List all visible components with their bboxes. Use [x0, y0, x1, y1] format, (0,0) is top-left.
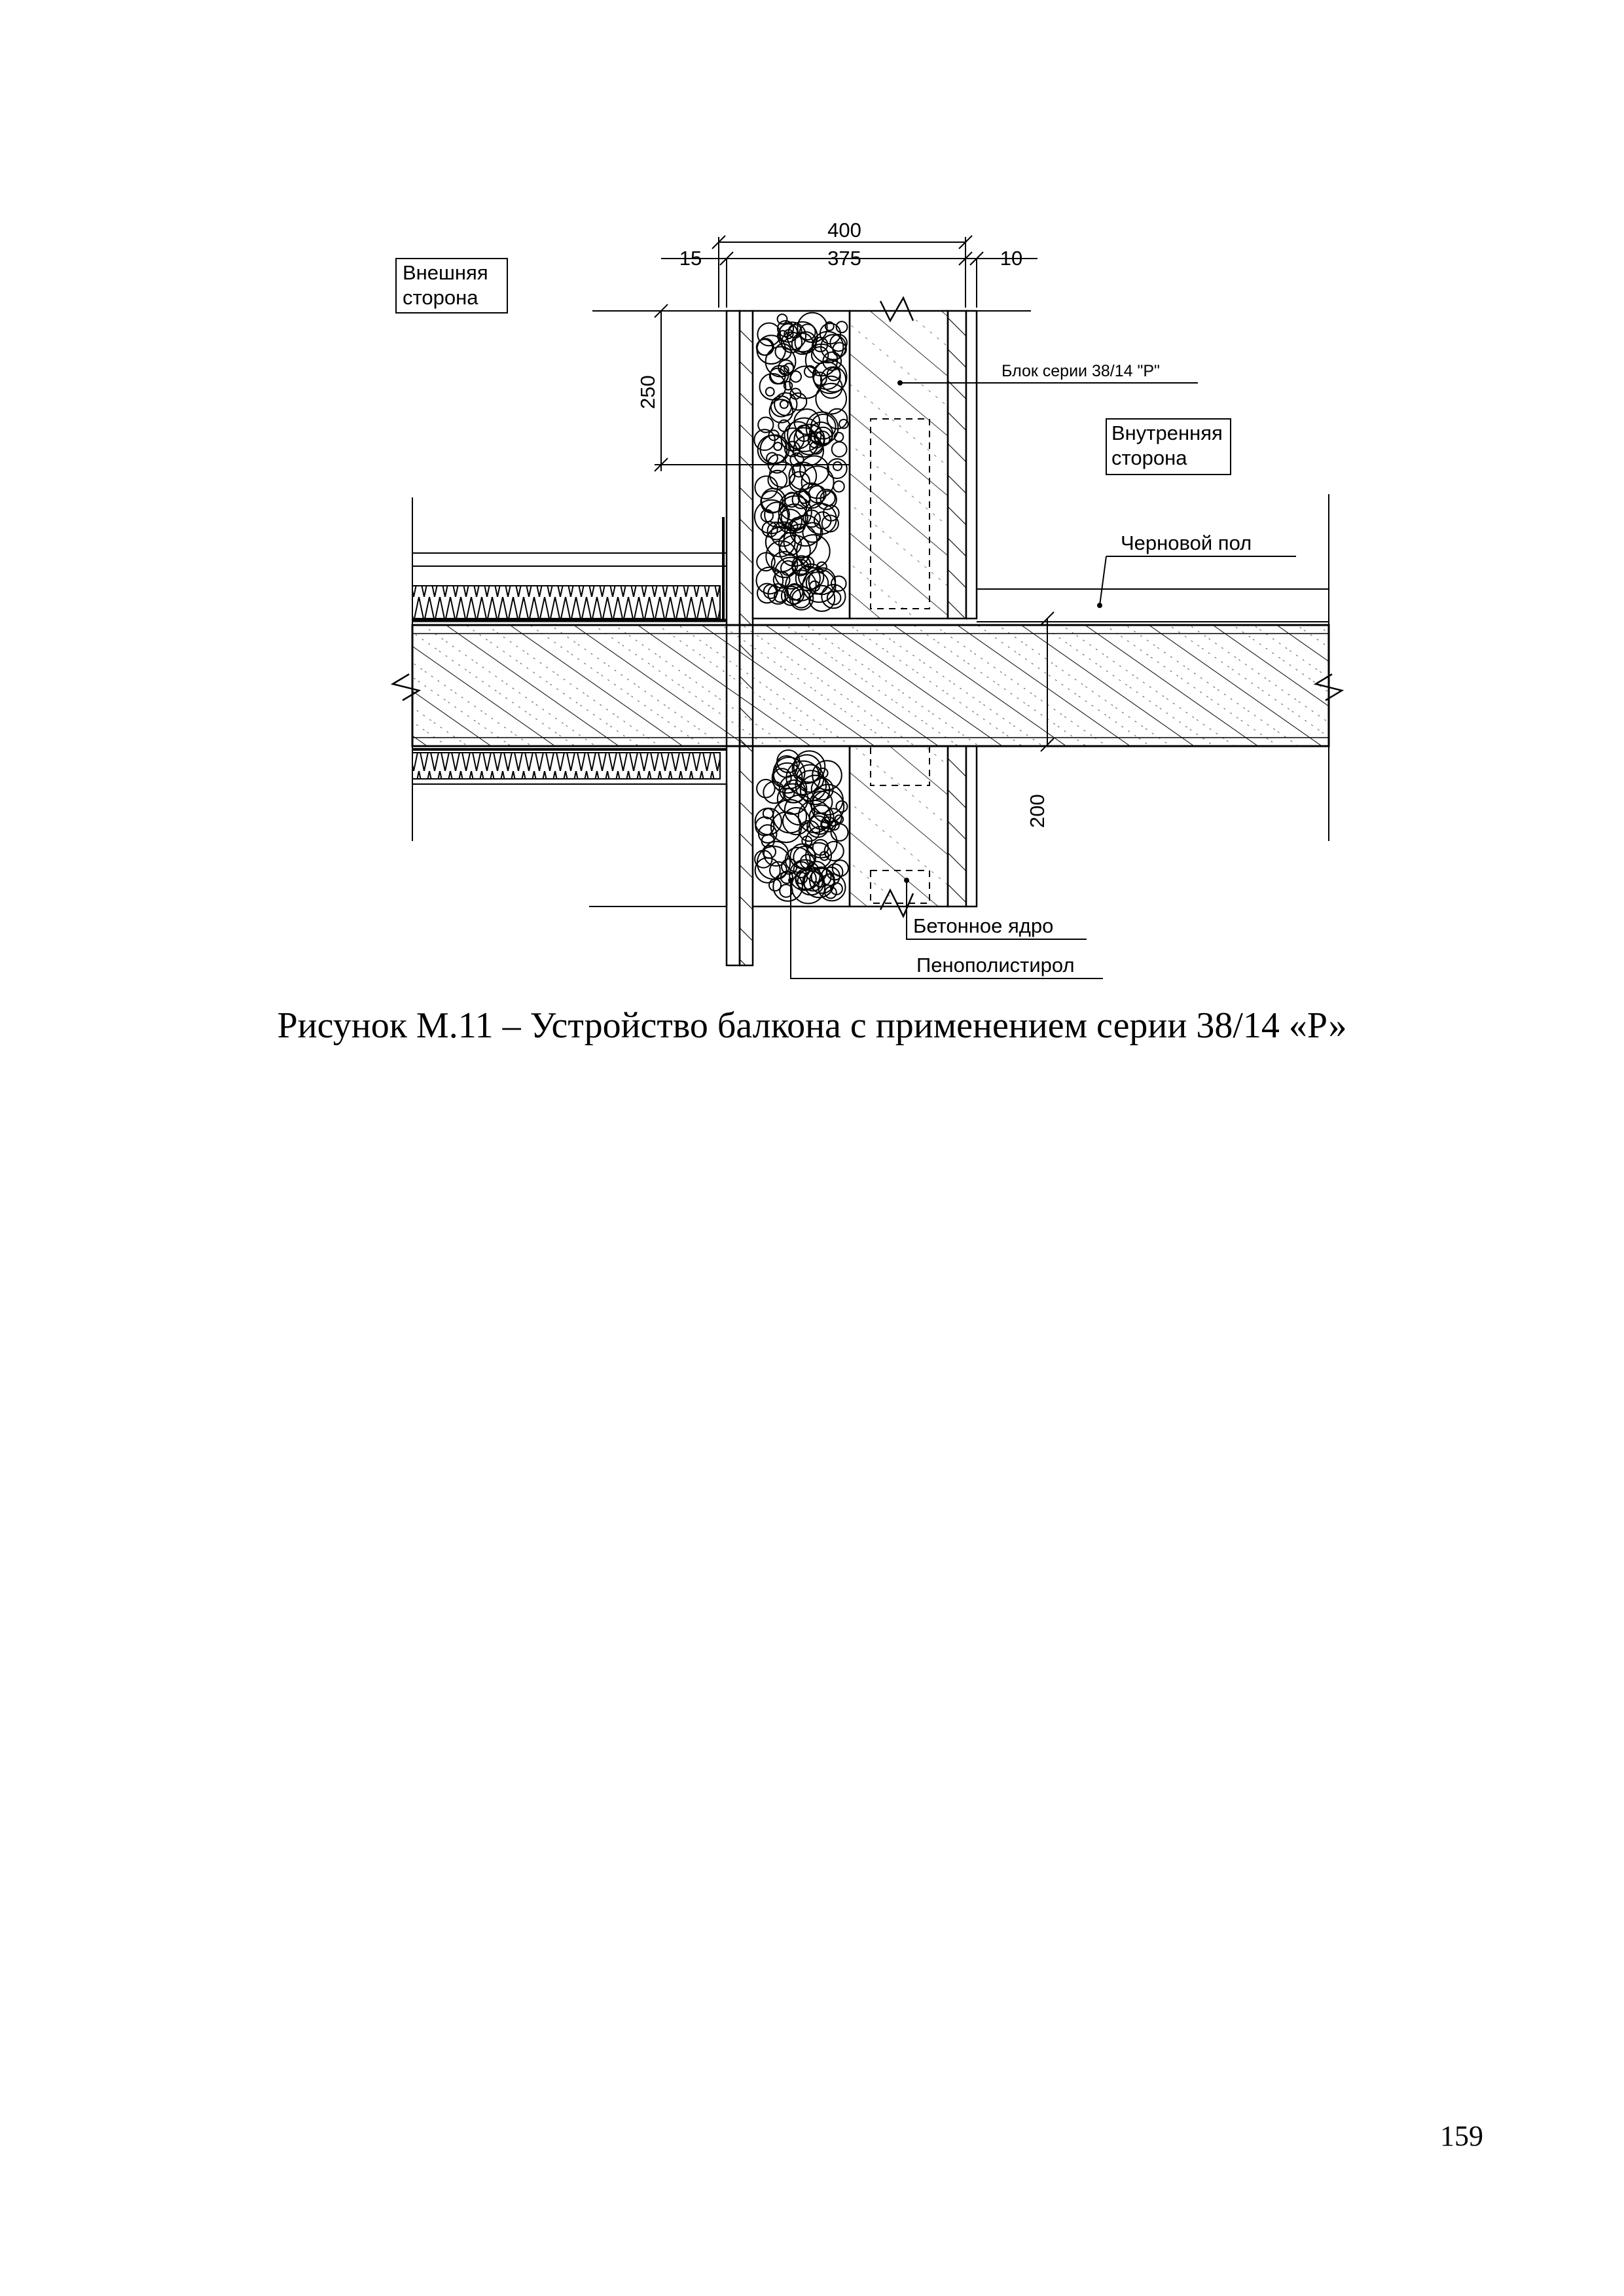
balcony-section-drawing — [0, 0, 1624, 1021]
floor-slab — [393, 625, 1342, 746]
leader-rough-floor — [1097, 531, 1296, 608]
label-outer-side — [396, 259, 507, 313]
inner-side-line2: сторона — [1111, 446, 1187, 469]
inner-side-line1: Внутренняя — [1111, 422, 1223, 444]
label-block: Блок серии 38/14 "Р" — [1001, 362, 1160, 380]
eps-layer — [753, 311, 850, 906]
dim-height-top: 250 — [636, 375, 659, 409]
dim-total: 400 — [827, 219, 861, 242]
concrete-core — [850, 298, 948, 916]
label-eps: Пенополистирол — [916, 954, 1075, 977]
label-concrete-core: Бетонное ядро — [913, 914, 1054, 937]
outer-side-line2: сторона — [403, 286, 478, 309]
label-inner-side — [1106, 419, 1231, 475]
balcony-bottom-layers — [412, 749, 727, 906]
wall-inner-plaster — [948, 311, 977, 906]
dim-middle: 375 — [827, 247, 861, 270]
figure-caption: Рисунок М.11 – Устройство балкона с применением серии 38/14 «Р» — [277, 1005, 1347, 1046]
dim-left: 15 — [679, 247, 702, 270]
outer-side-line1: Внешняя — [403, 261, 488, 284]
page-number: 159 — [1440, 2120, 1483, 2152]
dim-slab: 200 — [1026, 794, 1049, 828]
dim-right: 10 — [1000, 247, 1023, 270]
label-rough-floor: Черновой пол — [1121, 531, 1252, 554]
